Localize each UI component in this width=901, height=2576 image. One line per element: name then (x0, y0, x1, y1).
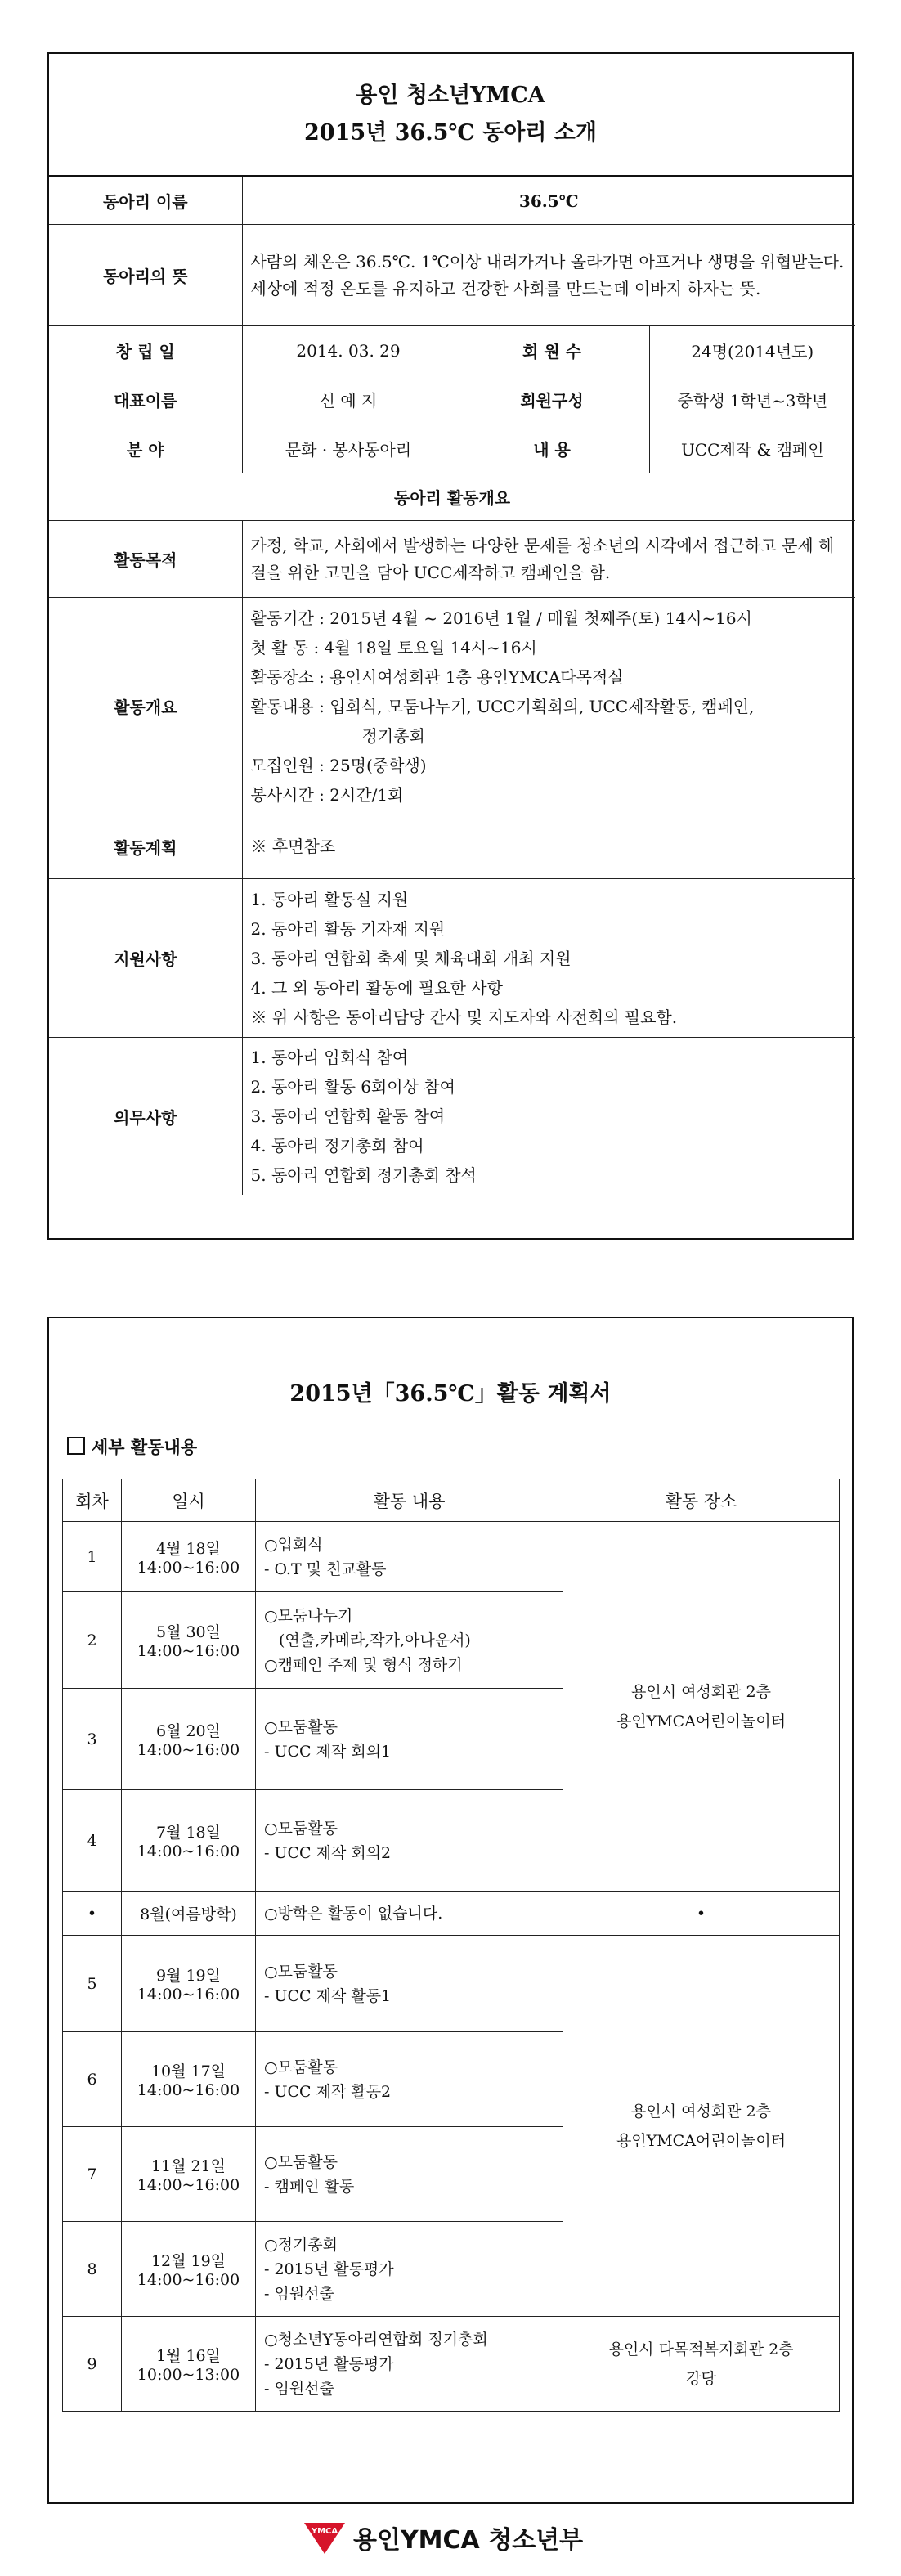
support-line: ※ 위 사항은 동아리담당 간사 및 지도자와 사전회의 필요함. (250, 1007, 678, 1027)
place-line: 용인YMCA어린이놀이터 (616, 2131, 787, 2150)
session-time: 10:00~13:00 (137, 2366, 240, 2384)
session-no: 8 (63, 2222, 122, 2317)
session-place (563, 1936, 840, 2317)
session-date: 10월 17일 (150, 2062, 226, 2080)
activity-line: ○방학은 활동이 없습니다. (264, 1904, 443, 1923)
duty-line: 5. 동아리 연합회 정기총회 참석 (250, 1165, 477, 1185)
session-no: 6 (63, 2032, 122, 2127)
overview-header: 동아리 활동개요 (49, 473, 855, 521)
session-time: 14:00~16:00 (137, 1986, 240, 2004)
session-date: 11월 21일 (150, 2157, 226, 2175)
logo-mark-text: YMCA (311, 2527, 338, 2536)
members-value: 24명(2014년도) (649, 326, 855, 375)
duty-line: 2. 동아리 활동 6회이상 참여 (250, 1077, 455, 1097)
col-header: 일시 (122, 1479, 256, 1522)
intro-title-line1: 용인 청소년YMCA (356, 83, 545, 108)
session-datetime (122, 2032, 256, 2127)
club-meaning-value: 사람의 체온은 36.5℃. 1℃이상 내려가거나 올라가면 아프거나 생명을 위협받는다. 세상에 적정 온도를 유지하고 건강한 사회를 만드는데 이바지 하자는 뜻. (242, 225, 855, 326)
session-no: 4 (63, 1790, 122, 1892)
support-value (242, 879, 855, 1038)
plan-label: 활동계획 (49, 815, 242, 879)
outline-line: 활동기간 : 2015년 4월 ~ 2016년 1월 / 매월 첫째주(토) 14시~16시 (250, 608, 752, 628)
activity-line: ○캠페인 주제 및 형식 정하기 (264, 1655, 463, 1674)
session-place (563, 2317, 840, 2412)
activity-plan-sheet (47, 1317, 854, 2504)
session-datetime (122, 2317, 256, 2412)
logo-text: 용인YMCA 청소년부 (353, 2526, 584, 2555)
session-activity (256, 1592, 563, 1689)
session-time: 14:00~16:00 (137, 2271, 240, 2289)
session-activity (256, 2127, 563, 2222)
col-header: 활동 장소 (563, 1479, 840, 1522)
session-datetime (122, 1522, 256, 1592)
activity-line: ○모둠활동 (264, 2058, 338, 2076)
rep-label: 대표이름 (49, 375, 242, 424)
activity-line: - UCC 제작 활동2 (264, 2082, 392, 2101)
composition-value: 중학생 1학년~3학년 (649, 375, 855, 424)
activity-line: ○청소년Y동아리연합회 정기총회 (264, 2330, 488, 2349)
session-no: 7 (63, 2127, 122, 2222)
activity-line: ○모둠활동 (264, 1717, 338, 1736)
place-line: 용인시 여성회관 2층 (631, 2102, 771, 2120)
activity-line: - O.T 및 친교활동 (264, 1560, 387, 1578)
session-date: 12월 19일 (150, 2252, 226, 2270)
purpose-value: 가정, 학교, 사회에서 발생하는 다양한 문제를 청소년의 시각에서 접근하고 문제 해결을 위한 고민을 담아 UCC제작하고 캠페인을 함. (242, 521, 855, 598)
club-name-label: 동아리 이름 (49, 177, 242, 225)
intro-title (49, 54, 852, 177)
session-datetime (122, 2222, 256, 2317)
table-row (63, 1522, 840, 1592)
session-activity (256, 2317, 563, 2412)
activity-line: - 2015년 활동평가 (264, 2260, 394, 2278)
session-date: 5월 30일 (155, 1623, 221, 1641)
session-activity (256, 2222, 563, 2317)
session-no: 3 (63, 1689, 122, 1790)
ymca-logo (303, 2517, 646, 2558)
col-header: 회차 (63, 1479, 122, 1522)
activity-line: - UCC 제작 회의1 (264, 1742, 392, 1761)
session-no: 2 (63, 1592, 122, 1689)
session-activity (256, 1689, 563, 1790)
activity-line: - 2015년 활동평가 (264, 2354, 394, 2373)
session-no: 9 (63, 2317, 122, 2412)
session-place: • (563, 1892, 840, 1936)
session-activity (256, 2032, 563, 2127)
session-activity (256, 1790, 563, 1892)
plan-table (62, 1479, 840, 2412)
outline-line: 활동내용 : 입회식, 모둠나누기, UCC기획회의, UCC제작활동, 캠페인, (250, 696, 755, 716)
content-label: 내 용 (455, 424, 649, 473)
session-no: 1 (63, 1522, 122, 1592)
activity-line: - UCC 제작 회의2 (264, 1843, 392, 1862)
outline-line: 모집인원 : 25명(중학생) (250, 755, 427, 775)
session-time: 14:00~16:00 (137, 1842, 240, 1860)
support-line: 1. 동아리 활동실 지원 (250, 889, 409, 909)
rep-value: 신 예 지 (242, 375, 455, 424)
session-time: 14:00~16:00 (137, 1741, 240, 1759)
session-date: 8월(여름방학) (122, 1892, 256, 1936)
support-line: 4. 그 외 동아리 활동에 필요한 사항 (250, 977, 503, 998)
club-meaning-label: 동아리의 뜻 (49, 225, 242, 326)
session-no: • (63, 1892, 122, 1936)
support-line: 3. 동아리 연합회 축제 및 체육대회 개최 지원 (250, 948, 572, 968)
session-activity (256, 1522, 563, 1592)
members-label: 회 원 수 (455, 326, 649, 375)
activity-line: ○모둠활동 (264, 1819, 338, 1838)
session-activity (256, 1892, 563, 1936)
outline-line: 첫 활 동 : 4월 18일 토요일 14시~16시 (250, 637, 537, 657)
composition-label: 회원구성 (455, 375, 649, 424)
outline-label: 활동개요 (49, 598, 242, 815)
outline-line: 봉사시간 : 2시간/1회 (250, 784, 404, 805)
session-date: 6월 20일 (155, 1722, 221, 1740)
session-time: 14:00~16:00 (137, 2176, 240, 2194)
session-activity (256, 1936, 563, 2032)
duty-value (242, 1038, 855, 1196)
session-date: 7월 18일 (155, 1824, 221, 1842)
duty-line: 4. 동아리 정기총회 참여 (250, 1136, 424, 1156)
session-date: 9월 19일 (155, 1967, 221, 1985)
activity-line: - 캠페인 활동 (264, 2177, 355, 2196)
session-datetime (122, 1592, 256, 1689)
checkbox-square-icon (67, 1437, 85, 1455)
activity-line: ○모둠활동 (264, 2152, 338, 2171)
support-label: 지원사항 (49, 879, 242, 1038)
session-datetime (122, 1689, 256, 1790)
session-time: 14:00~16:00 (137, 2081, 240, 2099)
plan-title: 2015년「36.5℃」활동 계획서 (289, 1381, 612, 1407)
activity-line: ○입회식 (264, 1535, 323, 1554)
founded-label: 창 립 일 (49, 326, 242, 375)
content-value: UCC제작 & 캠페인 (649, 424, 855, 473)
section-heading (67, 1434, 197, 1459)
activity-line: - 임원선출 (264, 2284, 334, 2303)
session-datetime (122, 1790, 256, 1892)
support-line: 2. 동아리 활동 기자재 지원 (250, 918, 446, 939)
table-row (63, 2317, 840, 2412)
activity-line: - UCC 제작 활동1 (264, 1986, 392, 2005)
intro-table (49, 177, 855, 1195)
intro-title-line2: 2015년 36.5℃ 동아리 소개 (304, 120, 597, 146)
outline-line: 정기총회 (361, 725, 425, 746)
col-header: 활동 내용 (256, 1479, 563, 1522)
ymca-triangle-icon (303, 2520, 347, 2556)
activity-line: ○정기총회 (264, 2235, 338, 2254)
activity-line: ○모둠활동 (264, 1962, 338, 1981)
place-line: 용인시 다목적복지회관 2층 (608, 2340, 794, 2358)
field-value: 문화 · 봉사동아리 (242, 424, 455, 473)
session-time: 14:00~16:00 (137, 1642, 240, 1660)
activity-line: - 임원선출 (264, 2379, 334, 2398)
session-date: 1월 16일 (155, 2347, 221, 2365)
table-row (63, 1936, 840, 2032)
section-heading-text: 세부 활동내용 (92, 1437, 198, 1457)
session-time: 14:00~16:00 (137, 1559, 240, 1577)
session-datetime (122, 2127, 256, 2222)
session-place (563, 1522, 840, 1892)
place-line: 용인시 여성회관 2층 (631, 1682, 771, 1701)
place-line: 강당 (686, 2369, 716, 2388)
outline-value (242, 598, 855, 815)
founded-value: 2014. 03. 29 (242, 326, 455, 375)
field-label: 분 야 (49, 424, 242, 473)
session-no: 5 (63, 1936, 122, 2032)
purpose-label: 활동목적 (49, 521, 242, 598)
duty-line: 1. 동아리 입회식 참여 (250, 1048, 409, 1067)
place-line: 용인YMCA어린이놀이터 (616, 1712, 787, 1730)
duty-label: 의무사항 (49, 1038, 242, 1196)
session-date: 4월 18일 (155, 1540, 221, 1558)
activity-line: ○모둠나누기 (264, 1606, 353, 1625)
plan-value: ※ 후면참조 (242, 815, 855, 879)
session-datetime (122, 1936, 256, 2032)
activity-line: (연출,카메라,작가,아나운서) (279, 1631, 471, 1649)
club-name-value: 36.5℃ (242, 177, 855, 225)
table-row (63, 1892, 840, 1936)
duty-line: 3. 동아리 연합회 활동 참여 (250, 1106, 446, 1126)
outline-line: 활동장소 : 용인시여성회관 1층 용인YMCA다목적실 (250, 666, 624, 687)
club-intro-sheet (47, 52, 854, 1240)
